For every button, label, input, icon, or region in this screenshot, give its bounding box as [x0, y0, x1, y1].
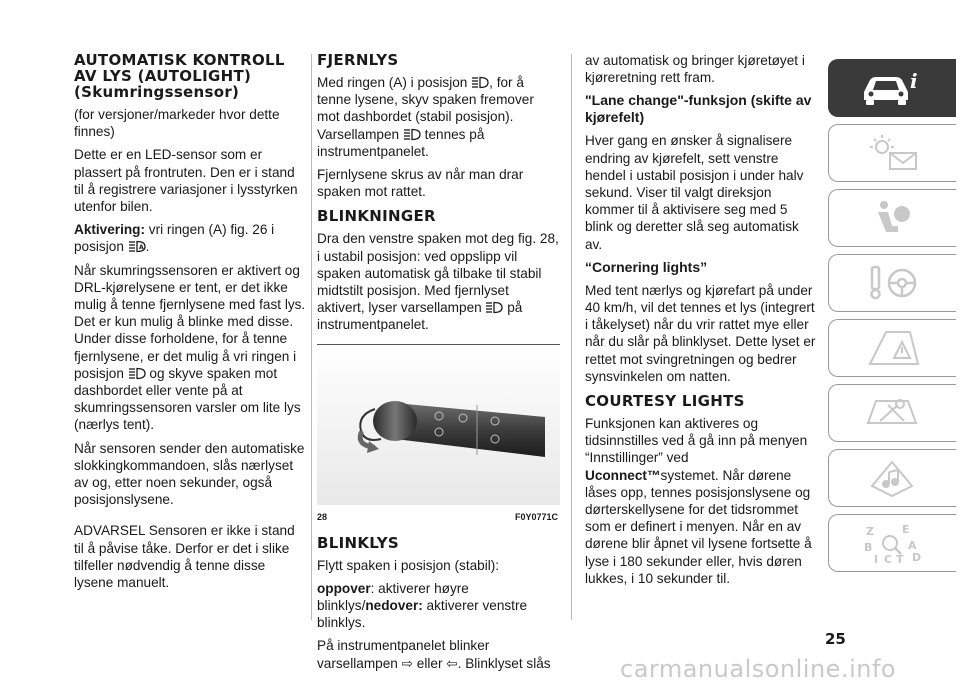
- turn-signal-indicator-text: [317, 637, 560, 671]
- tab-car-info[interactable]: [828, 59, 956, 117]
- column-divider-2: [571, 54, 572, 620]
- svg-text:T: T: [895, 553, 904, 565]
- airbag-icon: [858, 196, 928, 240]
- high-beam-heading: FJERNLYS: [317, 51, 399, 69]
- high-beam-icon: [128, 367, 146, 380]
- road-hazard-icon: [858, 326, 928, 370]
- courtesy-text-b: systemet. Når dørene låses opp, tennes posisjonslysene og dørterskellysene for det tidsrommet som er definert i menyen. Når en av dørene blir åpnet vil lysene fortsette å lyse i 180 sekunder eller, hvis døren lukkes, i 10 sekunder til.: [585, 467, 812, 586]
- figure-28-stalk: [317, 344, 560, 505]
- svg-text:A: A: [907, 539, 917, 552]
- key-steering-icon: [858, 261, 928, 305]
- service-tools-icon: [858, 391, 928, 435]
- svg-text:Z: Z: [865, 525, 874, 538]
- autolight-activation: [74, 221, 306, 255]
- svg-text:i: i: [909, 69, 918, 93]
- light-stalk-illustration: [317, 345, 560, 505]
- auto-light-icon: [128, 240, 146, 253]
- svg-text:B: B: [863, 541, 872, 554]
- lane-change-heading: "Lane change"-funksjon (skifte av kjørefelt): [585, 92, 812, 126]
- drl-text-b: og skyve spaken mot dashbordet eller vente på at skumringssensoren varsler om lite lys (nærlys tent).: [74, 365, 301, 433]
- autolight-availability: (for versjoner/markeder hvor dette finnes): [74, 107, 280, 140]
- uconnect-label: Uconnect™: [585, 467, 661, 483]
- courtesy-lights-text: [585, 415, 817, 587]
- ind-text-a: På instrumentpanelet blinker varsellampen: [317, 638, 490, 671]
- svg-text:I: I: [873, 553, 878, 565]
- page-number: 25: [825, 630, 846, 648]
- multimedia-icon: [858, 456, 928, 500]
- svg-text:A: A: [138, 244, 144, 252]
- hb-text-c: tennes på instrumentpanelet.: [317, 126, 485, 159]
- autolight-warning: ADVARSEL Sensoren er ikke i stand til å påvise tåke. Derfor er det i slike tilfeller nødvendig å tenne disse lysene manuelt.: [74, 523, 295, 591]
- flash-text-b: på instrumentpanelet.: [317, 300, 523, 333]
- up-label: oppover: [317, 580, 371, 596]
- tab-maintenance[interactable]: [828, 384, 956, 442]
- tab-starting-driving[interactable]: [828, 254, 956, 312]
- autolight-drl-text: [74, 262, 306, 434]
- ind-text-b: eller: [413, 655, 447, 671]
- figure-caption: [317, 509, 560, 523]
- up-text: : aktiverer høyre blinklys/: [317, 580, 469, 614]
- cornering-lights-text: Med tent nærlys og kjørefart på under 40 km/h, vil det tennes et lys (integrert i tåkelyset) når du vrir rattet mye eller når du slår på blinklyset. Dette lyset er rettet mot svingretningen og bedrer synsvinkelen om natten.: [585, 282, 816, 384]
- flashing-heading: BLINKNINGER: [317, 207, 436, 226]
- drl-text-a: Når skumringssensoren er aktivert og DRL-kjørelysene er tent, er det ikke mulig å tenne fjernlysene med fast lys. Det er kun mulig å blinke med disse. Under disse forholdene, for å tenne fjernlysene, er det mulig å vri ringen i posisjon: [74, 262, 306, 381]
- column-2: [317, 52, 560, 678]
- high-beam-text: [317, 74, 560, 160]
- turn-signal-heading: BLINKLYS: [317, 533, 400, 552]
- courtesy-text-a: Funksjonen kan aktiveres og tidsinnstilles ved å gå inn på menyen “Innstillinger” ved: [585, 416, 808, 466]
- tab-multimedia[interactable]: [828, 449, 956, 507]
- hb-text-b: , for å tenne lysene, skyv spaken fremover mot dashbordet (stabil posisjon). Varsellampen: [317, 75, 534, 142]
- autolight-heading: AUTOMATISK KONTROLL AV LYS (AUTOLIGHT) (Skumringssensor): [74, 51, 285, 101]
- high-beam-icon: [471, 76, 489, 89]
- tab-emergency[interactable]: [828, 319, 956, 377]
- autolight-shutoff-text: Når sensoren sender den automatiske slokkingkommandoen, slås nærlyset av og, etter noen sekunder, også posisjonslysene.: [74, 440, 305, 508]
- high-beam-off-text: Fjernlysene skrus av når man drar spaken mot rattet.: [317, 167, 524, 200]
- activation-end: .: [145, 239, 150, 255]
- car-info-icon: [858, 66, 928, 110]
- svg-text:E: E: [901, 523, 910, 536]
- chapter-tabs: [828, 59, 956, 579]
- lane-change-text: Hver gang en ønsker å signalisere endring av kjørefelt, sett venstre hendel i ustabil posisjon i under halv sekund. Viser til valgt direksjon kommer til å aktivisere seg med 5 blink og deretter slå seg automatisk av.: [585, 133, 804, 252]
- cornering-lights-heading: “Cornering lights”: [585, 258, 708, 275]
- left-arrow-icon: ⇦: [446, 655, 458, 671]
- activation-text: vri ringen (A) fig. 26 i posisjon: [74, 222, 275, 255]
- courtesy-lights-heading: COURTESY LIGHTS: [585, 392, 745, 411]
- turn-signal-text: Flytt spaken i posisjon (stabil):: [317, 557, 500, 573]
- figure-number: 28: [317, 511, 328, 522]
- watermark: carmanualsonline.info: [620, 655, 897, 683]
- ind-text-c: . Blinklyset slås: [457, 655, 551, 671]
- svg-text:C: C: [883, 553, 892, 565]
- flashing-text: [317, 230, 560, 333]
- turn-signal-continued: av automatisk og bringer kjøretøyet i kjøreretning rett fram.: [585, 53, 805, 86]
- down-text: aktiverer venstre blinklys.: [317, 598, 528, 631]
- column-1: [74, 52, 306, 597]
- tab-index[interactable]: [828, 514, 956, 572]
- right-arrow-icon: ⇨: [401, 655, 414, 671]
- activation-label: Aktivering:: [74, 222, 146, 238]
- tab-safety[interactable]: [828, 189, 956, 247]
- high-beam-warning-icon: [485, 301, 503, 314]
- alphabet-index-icon: [858, 521, 928, 565]
- down-label: nedover:: [365, 598, 423, 614]
- high-beam-warning-icon: [403, 128, 421, 141]
- column-divider-1: [311, 54, 312, 620]
- hb-text-a: Med ringen (A) i posisjon: [317, 75, 472, 90]
- figure-code: F0Y0771C: [514, 511, 558, 522]
- turn-signal-directions: [317, 580, 560, 632]
- flash-text-a: Dra den venstre spaken mot deg fig. 28, i ustabil posisjon: ved oppslipp vil spaken automatisk gå tilbake til stabil midtstilt posisjon. Med fjernlyset aktivert, lyser varsellampen: [317, 231, 559, 316]
- svg-text:D: D: [911, 551, 921, 564]
- warning-lights-icon: [858, 131, 928, 175]
- column-3: [585, 52, 817, 593]
- tab-warning-lights[interactable]: [828, 124, 956, 182]
- autolight-sensor-text: Dette er en LED-sensor som er plassert på frontruten. Den er i stand til å registrere variasjoner i lysstyrken utenfor bilen.: [74, 147, 298, 215]
